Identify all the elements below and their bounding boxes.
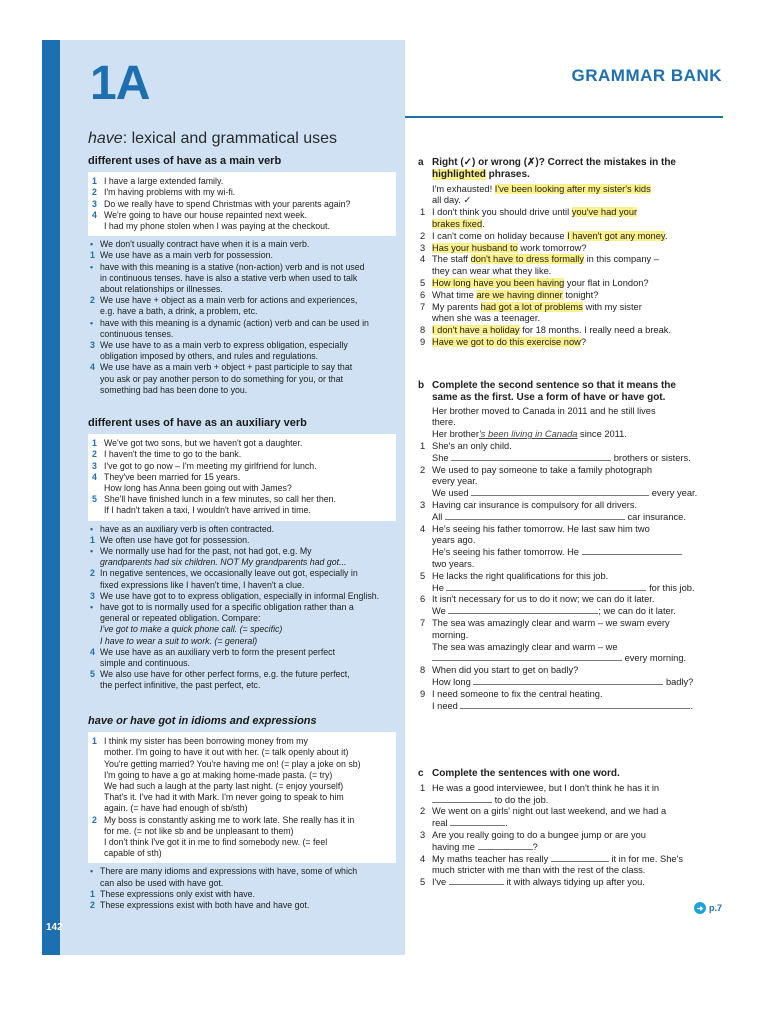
example-line: again. (= have had enough of sb/sth) xyxy=(104,803,248,814)
question-item: 6 It isn't necessary for us to do it now; we can do it later. xyxy=(420,594,655,605)
question-item: 2 I can't come on holiday because I haven't got any money. xyxy=(420,230,668,241)
rule-line: continuous tenses. xyxy=(100,328,174,339)
rule-line: 1 We often use have got for possession. xyxy=(90,534,250,545)
rule-line: you ask or pay another person to do something for you, or that xyxy=(100,373,344,384)
page-title: have: lexical and grammatical uses xyxy=(88,130,338,147)
arrow-right-icon: ➜ xyxy=(694,902,706,914)
question-item: 8 When did you start to get on badly? xyxy=(420,665,579,676)
answer-blank[interactable] xyxy=(551,854,609,862)
rule-list xyxy=(88,236,396,396)
example-line: 2 I'm having problems with my wi-fi. xyxy=(92,187,236,198)
answer-blank[interactable] xyxy=(451,453,611,461)
rule-line: 2 We use have + object as a main verb for actions and experiences, xyxy=(90,295,358,306)
exercise-a: a Right (✓) or wrong (✗)? Correct the mistakes in the highlighted phrases. I'm exhausted! I've been looking after my sister's kids all day. ✓ 1 I don't think you should drive until you've had your brakes fixed. 2 I can't come on holiday because I haven't got any money. 3 Has your husband to work tomorrow? 4 The staff don't have to dress formally in this company – they can wear what they like. 5 How long have you been having your flat in London? 6 What time are we having dinner tonight? 7 My parents had got a lot of problems with my sister when she was a teenager. 8 I don't have a holiday for 18 months. I really need a break. 9 Have we got to do this exercise now? xyxy=(418,157,723,349)
rule-line: in continuous tenses. have is also a stative verb when used to talk xyxy=(100,272,358,283)
grammar-bank-title: GRAMMAR BANK xyxy=(571,66,722,85)
question-item: 9 I need someone to fix the central heating. xyxy=(420,688,603,699)
unit-number: 1A xyxy=(90,57,150,110)
question-item: 3 Are you really going to do a bungee jump or are you xyxy=(420,829,646,840)
question-item: 5 He lacks the right qualifications for this job. xyxy=(420,570,609,581)
rule-line: • There are many idioms and expressions with have, some of which xyxy=(90,866,358,877)
example-line: If I hadn't taken a taxi, I wouldn't have arrived in time. xyxy=(104,505,311,516)
question-item: 7 My parents had got a lot of problems with my sister xyxy=(420,301,642,312)
example-line: 3 I've got to go now – I'm meeting my girlfriend for lunch. xyxy=(92,460,317,471)
example-line: 3 Do we really have to spend Christmas with your parents again? xyxy=(92,198,351,209)
answer-blank[interactable] xyxy=(478,842,533,850)
rule-line: • have with this meaning is a dynamic (action) verb and can be used in xyxy=(90,317,369,328)
rule-list xyxy=(88,521,396,692)
question-item: 6 What time are we having dinner tonight? xyxy=(420,289,599,300)
section-auxiliary-verb xyxy=(88,418,396,692)
example-line: How long has Anna been going out with James? xyxy=(104,483,292,494)
example-box xyxy=(88,172,396,236)
rule-line: e.g. have a bath, a drink, a problem, etc. xyxy=(100,306,258,317)
example-line: mother. I'm going to have it out with her. (= talk openly about it) xyxy=(104,747,349,758)
question-item: 1 She's an only child. xyxy=(420,440,512,451)
answer-blank[interactable] xyxy=(450,818,505,826)
question-item: 5 How long have you been having your flat in London? xyxy=(420,277,649,288)
rule-line: 4 We use have as a main verb + object + past participle to say that xyxy=(90,362,353,373)
rule-line: 5 We also use have for other perfect forms, e.g. the future perfect, xyxy=(90,669,350,680)
example-line: That's it. I've had it with Mark. I'm never going to speak to him xyxy=(104,792,344,803)
question-item: 4 He's seeing his father tomorrow. He last saw him two xyxy=(420,523,650,534)
answer-blank[interactable] xyxy=(432,795,492,803)
question-item: 3 Has your husband to work tomorrow? xyxy=(420,242,587,253)
example-line: 4 They've been married for 15 years. xyxy=(92,471,241,482)
page-link[interactable]: ➜ p.7 xyxy=(694,902,722,914)
rule-line: 4 We use have as an auxiliary verb to form the present perfect xyxy=(90,646,336,657)
rule-line: • have got to is normally used for a specific obligation rather than a xyxy=(90,602,354,613)
example-line: 1 We've got two sons, but we haven't got a daughter. xyxy=(92,438,303,449)
exercise-c: c Complete the sentences with one word. 1 He was a good interviewee, but I don't think he has it in to do the job. 2 We went on a girls' night out last weekend, and we had a real . 3 Are you really going to do a bungee jump or are you having me ? 4 My maths teacher has really it in for me. She's much stricter with me than with the rest of the class. 5 I've it with always tidying up after you. xyxy=(418,768,723,889)
rule-line: I've got to make a quick phone call. (= specific) xyxy=(100,624,283,635)
rule-line: • have with this meaning is a stative (non-action) verb and is not used xyxy=(90,261,365,272)
rule-line: 1 We use have as a main verb for possession. xyxy=(90,250,273,261)
exercise-b: b Complete the second sentence so that it means the same as the first. Use a form of have or have got. Her brother moved to Canada in 2011 and he still lives there. Her brother's been living in Canada since 2011. 1 She's an only child. She brothers or sisters. 2 We used to pay someone to take a family photograph every year. We used every year. 3 Having car insurance is compulsory for all drivers. All car insurance. 4 He's seeing his father tomorrow. He last saw him two years ago. He's seeing his father tomorrow. He two years. 5 He lacks the right qualifications for this job. He for this job. 6 It isn't necessary for us to do it now; we can do it later. We ; we can do it later. 7 The sea was amazingly clear and warm – we swam every morning. The sea was amazingly clear and warm – we every morning. 8 When did you start to get on badly? How long badly? 9 I need someone to fix the central heating. I need . xyxy=(418,380,723,712)
answer-blank[interactable] xyxy=(432,653,622,661)
section-heading: different uses of have as a main verb xyxy=(88,155,282,167)
example-line: 2 My boss is constantly asking me to work late. She really has it in xyxy=(92,814,355,825)
example-line: 4 We're going to have our house repainted next week. xyxy=(92,209,307,220)
question-item: they can wear what they like. xyxy=(432,266,552,277)
rule-line: • We normally use had for the past, not had got, e.g. My xyxy=(90,546,312,557)
section-heading: have or have got in idioms and expressions xyxy=(88,715,317,727)
rule-line: the perfect infinitive, the past perfect, etc. xyxy=(100,680,261,691)
example-answer: 's been living in Canada xyxy=(479,429,578,440)
answer-blank[interactable] xyxy=(471,488,649,496)
example-line: capable of sth) xyxy=(104,848,162,859)
example-line: for me. (= not like sb and be unpleasant to them) xyxy=(104,825,294,836)
example-box xyxy=(88,434,396,520)
question-item: 2 We used to pay someone to take a family photograph xyxy=(420,464,652,475)
rule-line: 2 These expressions exist with both have and have got. xyxy=(90,900,310,911)
question-item: 1 I don't think you should drive until you've had your xyxy=(420,207,638,218)
rule-line: • have as an auxiliary verb is often contracted. xyxy=(90,523,275,534)
answer-blank[interactable] xyxy=(460,701,690,709)
question-item: 9 Have we got to do this exercise now? xyxy=(420,336,586,347)
question-item: 8 I don't have a holiday for 18 months. I really need a break. xyxy=(420,325,671,336)
answer-blank[interactable] xyxy=(446,583,646,591)
answer-blank[interactable] xyxy=(449,877,504,885)
example-line: We had such a laugh at the party last night. (= enjoy yourself) xyxy=(104,781,344,792)
rule-list xyxy=(88,863,396,911)
example-sentence: I'm exhausted! I've been looking after my sister's kids xyxy=(432,183,651,194)
answer-blank[interactable] xyxy=(582,547,682,555)
question-item: when she was a teenager. xyxy=(432,313,541,324)
question-item: 1 He was a good interviewee, but I don't think he has it in xyxy=(420,782,660,793)
answer-blank[interactable] xyxy=(473,677,663,685)
rule-line: 2 In negative sentences, we occasionally leave out got, especially in xyxy=(90,568,358,579)
example-line: You're getting married? You're having me on! (= play a joke on sb) xyxy=(104,758,361,769)
rule-line: can also be used with have got. xyxy=(100,877,224,888)
rule-line: 1 These expressions only exist with have. xyxy=(90,888,255,899)
example-line: I had my phone stolen when I was paying at the checkout. xyxy=(104,221,330,232)
section-idioms xyxy=(88,716,396,911)
question-item: 4 My maths teacher has really it in for me. She's xyxy=(420,853,683,864)
example-sentence: all day. ✓ xyxy=(432,195,472,206)
rule-line: about relationships or illnesses. xyxy=(100,284,223,295)
page-number: 142 xyxy=(46,922,63,933)
question-item: 2 We went on a girls' night out last weekend, and we had a xyxy=(420,806,667,817)
rule-line: something bad has been done to you. xyxy=(100,384,248,395)
rule-line: general or repeated obligation. Compare: xyxy=(100,613,261,624)
section-main-verb xyxy=(88,156,396,396)
rule-line: grandparents had six children. NOT My grandparents had got... xyxy=(100,557,347,568)
rule-line: 3 We use have got to to express obligation, especially in informal English. xyxy=(90,590,380,601)
rule-line: fixed expressions like I haven't time, I haven't a clue. xyxy=(100,579,305,590)
header-rule xyxy=(405,116,723,118)
answer-blank[interactable] xyxy=(448,606,598,614)
example-line: 1 I think my sister has been borrowing money from my xyxy=(92,736,308,747)
question-item: 4 The staff don't have to dress formally in this company – xyxy=(420,254,659,265)
example-line: I'm going to have a go at making home-made pasta. (= try) xyxy=(104,769,333,780)
rule-line: • We don't usually contract have when it is a main verb. xyxy=(90,239,310,250)
rule-line: 3 We use have to as a main verb to express obligation, especially xyxy=(90,340,348,351)
rule-line: simple and continuous. xyxy=(100,658,190,669)
rule-line: I have to wear a suit to work. (= general) xyxy=(100,635,258,646)
example-line: 5 She'll have finished lunch in a few minutes, so call her then. xyxy=(92,494,336,505)
question-item: 5 I've it with always tidying up after you. xyxy=(420,877,645,888)
left-color-strip xyxy=(42,40,60,955)
question-item: brakes fixed. xyxy=(432,218,485,229)
section-heading: different uses of have as an auxiliary verb xyxy=(88,417,307,429)
answer-blank[interactable] xyxy=(445,512,625,520)
question-item: 3 Having car insurance is compulsory for all drivers. xyxy=(420,499,638,510)
example-box xyxy=(88,732,396,863)
rule-line: obligation imposed by others, and rules and regulations. xyxy=(100,351,319,362)
example-line: I don't think I've got it in me to find somebody new. (= feel xyxy=(104,837,328,848)
question-item: 7 The sea was amazingly clear and warm – we swam every xyxy=(420,617,670,628)
example-line: 1 I have a large extended family. xyxy=(92,176,224,187)
example-line: 2 I haven't the time to go to the bank. xyxy=(92,449,242,460)
